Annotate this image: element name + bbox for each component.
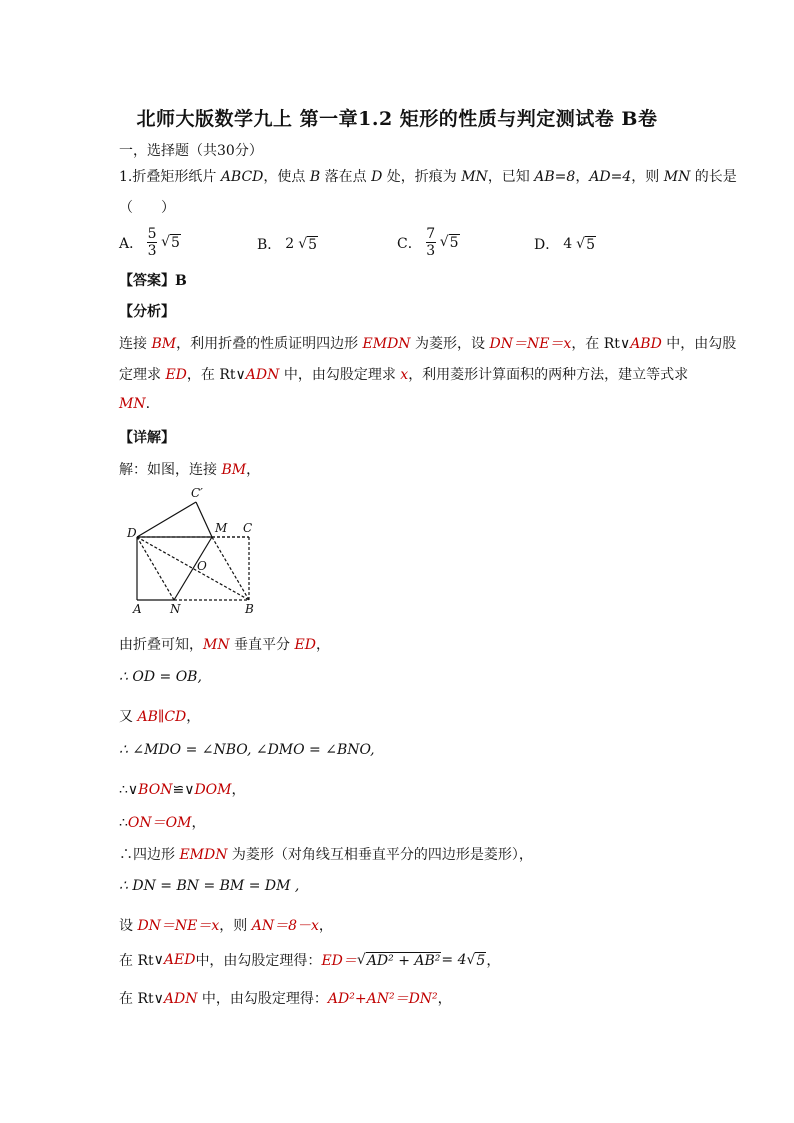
label-d: D	[127, 526, 137, 540]
analysis-label: 【分析】	[119, 304, 175, 320]
answer-label: 【答案】B	[119, 273, 187, 289]
detail-line-10: 设 DN＝NE＝x，则 AN＝8－x，	[119, 918, 333, 934]
segment-mb	[212, 537, 249, 600]
label-o: O	[197, 559, 207, 573]
label-m: M	[215, 521, 228, 535]
detail-line-4: 又 AB∥CD，	[119, 709, 201, 725]
sqrt-expression: √ AD² + AB²	[356, 951, 441, 969]
detail-line-5: ∴ ∠MDO = ∠NBO, ∠DMO = ∠BNO,	[119, 742, 375, 758]
label-b: B	[245, 602, 254, 615]
detail-line-8: ∴四边形 EMDN 为菱形（对角线互相垂直平分的四边形是菱形），	[119, 847, 533, 863]
label-c: C	[243, 521, 253, 535]
edge-dc-prime	[137, 502, 196, 537]
option-c: C． $\frac{7}{3}$ √ 5	[397, 226, 459, 259]
detail-label: 【详解】	[119, 430, 175, 446]
analysis-line-2: 定理求 ED，在 Rt∨ADN 中，由勾股定理求 x，利用菱形计算面积的两种方法，建立等式求	[119, 367, 689, 383]
option-d: D． 4 √ 5	[534, 235, 595, 253]
page-title: 北师大版数学九上 第一章1.2 矩形的性质与判定测试卷 B卷	[136, 108, 658, 130]
question-1-text: 1.折叠矩形纸片 ABCD，使点 B 落在点 D 处，折痕为 MN，已知 AB=8，AD=4，则 MN 的长是	[119, 169, 737, 185]
folding-figure	[119, 485, 269, 615]
segment-dn	[137, 537, 174, 600]
label-n: N	[170, 602, 181, 615]
section-heading: 一，选择题（共30分）	[119, 143, 263, 159]
detail-line-6: ∴∨BON≌∨DOM，	[119, 782, 246, 798]
label-a: A	[133, 602, 142, 615]
option-a: A． $\frac{5}{3}$ √ 5	[119, 226, 180, 259]
detail-line-1: 解：如图，连接 BM，	[119, 462, 261, 478]
option-b: B． 2 √ 5	[257, 235, 318, 253]
detail-line-3: ∴ OD = OB,	[119, 669, 202, 685]
edge-c-prime-m	[196, 502, 212, 537]
question-1-paren: （ ）	[119, 200, 175, 216]
detail-line-7: ∴ON＝OM，	[119, 815, 206, 831]
analysis-line-3: MN.	[119, 396, 151, 412]
label-c-prime: C′	[191, 486, 203, 500]
detail-line-11: 在 Rt ∨ AED 中，由勾股定理得： ED＝ √ AD² + AB² = 4 √ 5 ，	[119, 951, 501, 969]
analysis-line-1: 连接 BM，利用折叠的性质证明四边形 EMDN 为菱形，设 DN＝NE＝x，在 Rt∨ABD 中，由勾股	[119, 336, 737, 352]
answer-options	[119, 226, 719, 266]
detail-line-12: 在 Rt∨ADN 中，由勾股定理得：AD²+AN²＝DN²，	[119, 991, 452, 1007]
detail-line-9: ∴ DN = BN = BM = DM ,	[119, 878, 300, 894]
detail-line-2: 由折叠可知，MN 垂直平分 ED，	[119, 637, 330, 653]
